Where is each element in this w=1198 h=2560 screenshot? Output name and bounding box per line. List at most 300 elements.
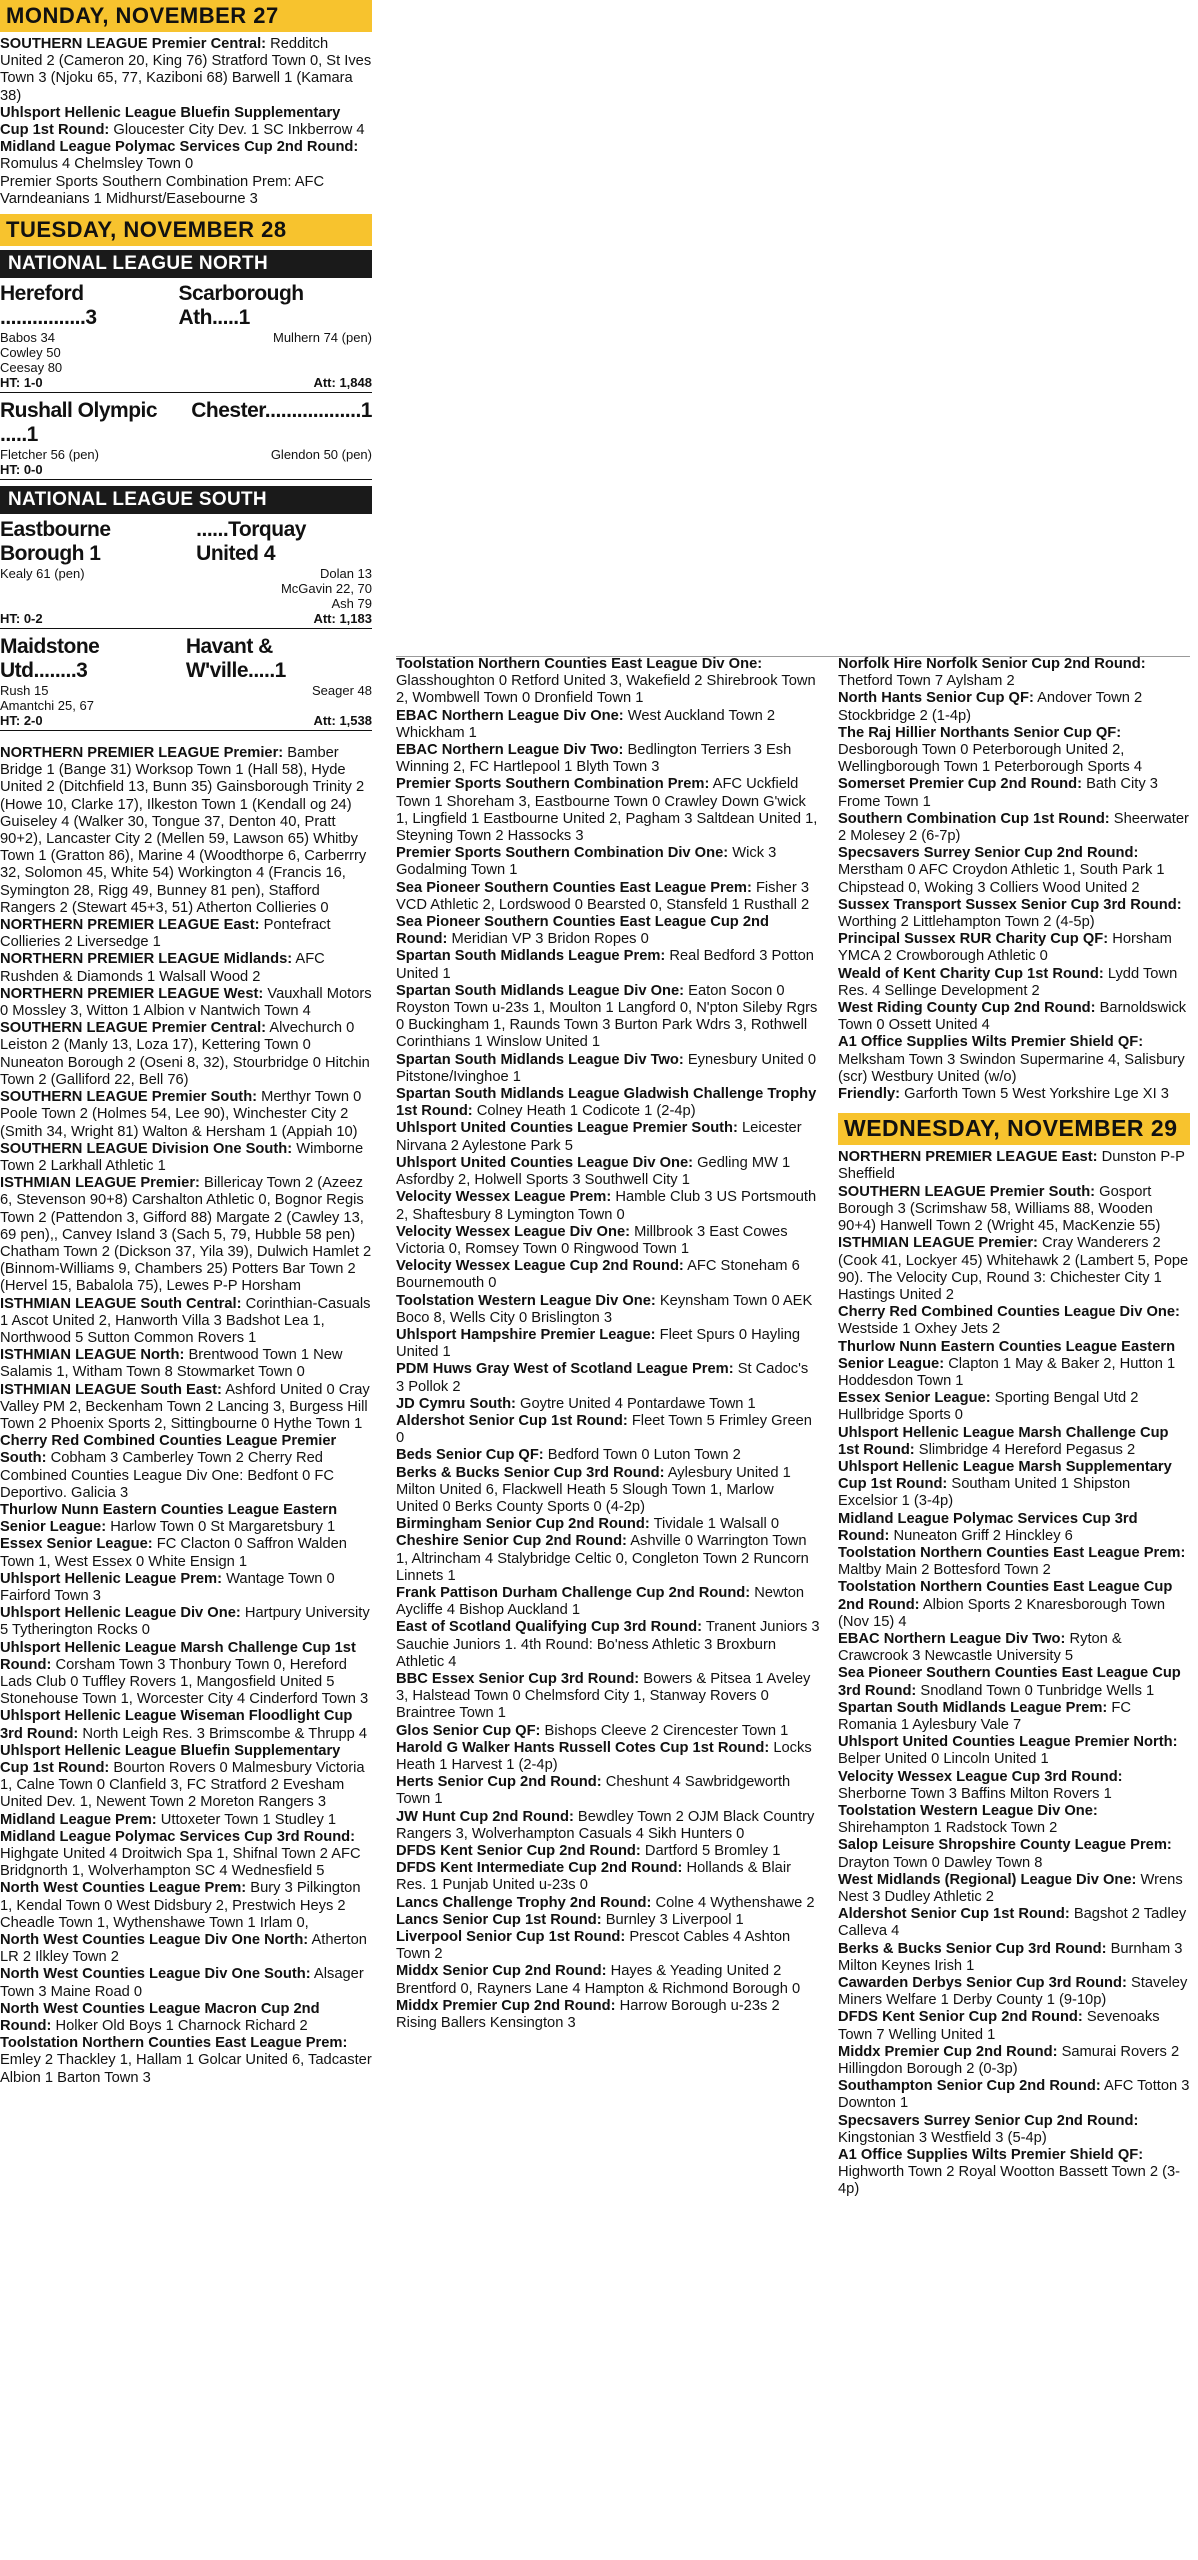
competition-name: Liverpool Senior Cup 1st Round: [396,1929,626,1946]
result-text: Harrow Borough u-23s 2 Rising Ballers Kensington 3 [396,1997,780,2032]
result-text: Shirehampton 1 Radstock Town 2 [838,1820,1058,1837]
competition-name: Thurlow Nunn Eastern Counties League Eastern Senior League: [838,1338,1176,1372]
result-entry [396,1413,820,1447]
competition-name: A1 Office Supplies Wilts Premier Shield QF: [838,1034,1144,1051]
result-entry [838,1837,1190,1871]
competition-name: Uhlsport Hellenic League Div One: [0,1605,241,1622]
result-text: Drayton Town 0 Dawley Town 8 [838,1854,1043,1871]
result-entry [396,1929,820,1963]
competition-name: North West Counties League Macron Cup 2nd Round: [0,2000,320,2035]
result-entry [396,1585,820,1619]
result-text: Belper United 0 Lincoln United 1 [838,1751,1049,1768]
result-entry [0,174,372,208]
result-entry [396,1723,820,1740]
result-text: Hamble Club 3 US Portsmouth 2, Shaftesbury 8 Lymington Town 0 [396,1189,817,1223]
competition-name: Uhlsport Hellenic League Bluefin Supplementary Cup 1st Round: [0,104,341,139]
result-text: Gedling MW 1 Asfordby 2, Holwell Sports 3 Southwell City 1 [396,1154,791,1189]
result-text: Bedlington Terriers 3 Esh Winning 2, FC Hartlepool 1 Blyth Town 3 [396,742,792,776]
competition-name: Specsavers Surrey Senior Cup 2nd Round: [838,845,1139,862]
result-entry [838,1184,1190,1236]
match-block [0,518,372,629]
result-text: Redditch United 2 (Cameron 20, King 76) Stratford Town 0, St Ives Town 3 (Njoku 65, 77, Kaziboni 68) Barwell 1 (Kamara 38) [0,36,372,104]
match-block [0,399,372,480]
result-text: Horsham YMCA 2 Crowborough Athletic 0 [838,931,1172,965]
competition-name: JW Hunt Cup 2nd Round: [396,1808,574,1825]
result-entry [0,105,372,139]
league-bar-national-north: NATIONAL LEAGUE NORTH [0,250,372,278]
competition-name: Cheshire Senior Cup 2nd Round: [396,1533,627,1550]
scorers-row [0,330,372,375]
competition-name: Lancs Senior Cup 1st Round: [396,1911,602,1928]
competition-name: SOUTHERN LEAGUE Premier Central: [0,1020,267,1037]
result-entry [396,845,820,879]
competition-name: NORTHERN PREMIER LEAGUE Midlands: [0,951,293,968]
result-text: FC Clacton 0 Saffron Walden Town 1, West Essex 0 White Ensign 1 [0,1536,347,1570]
competition-name: Toolstation Western League Div One: [396,1292,656,1309]
scorers-row [0,683,372,713]
result-text: AFC Uckfield Town 1 Shoreham 3, Eastbourne Town 0 Crawley Down G'wick 1, Lingfield 1 Eastbourne United 2, Pagham 3 Saltdean United 1, Steyning Town 2 Hassocks 3 [396,776,818,845]
competition-name: EBAC Northern League Div Two: [396,742,624,759]
competition-name: Velocity Wessex League Prem: [396,1189,612,1206]
result-text: Holker Old Boys 1 Charnock Richard 2 [51,2018,308,2035]
result-entry [838,1579,1190,1631]
result-entry [396,1843,820,1860]
result-entry [0,1433,372,1502]
result-text: West Auckland Town 2 Whickham 1 [396,707,775,741]
day-banner-wednesday: WEDNESDAY, NOVEMBER 29 [838,1113,1190,1145]
result-entry [396,1327,820,1361]
competition-name: ISTHMIAN LEAGUE North: [0,1347,185,1364]
result-text: FC Romania 1 Aylesbury Vale 7 [838,1699,1131,1733]
competition-name: Toolstation Northern Counties East League Prem: [0,2035,348,2052]
column-top-rule [396,656,1190,657]
competition-name: NORTHERN PREMIER LEAGUE East: [838,1149,1098,1166]
column-left [0,0,372,2087]
scorer: Babos 34 [0,330,55,346]
scorer: Glendon 50 (pen) [270,447,372,463]
scorers-row [0,447,372,462]
scorer: Mulhern 74 (pen) [273,330,372,346]
result-text: Andover Town 2 Stockbridge 2 (1-4p) [838,690,1143,724]
result-text: Tividale 1 Walsall 0 [649,1516,780,1533]
scorer: Dolan 13 [319,566,372,582]
result-entry [396,776,820,845]
result-entry [396,1052,820,1086]
match-footer [0,375,372,393]
result-entry [0,1536,372,1570]
result-entry [0,1296,372,1348]
result-text: Gloucester City Dev. 1 SC Inkberrow 4 [109,122,365,139]
result-entry [838,1872,1190,1906]
result-entry [396,983,820,1052]
scorer: Amantchi 25, 67 [0,698,94,714]
result-text: Uttoxeter Town 1 Studley 1 [156,1811,337,1828]
result-text: St Cadoc's 3 Pollok 2 [396,1361,809,1395]
result-text: Aylesbury United 1 Milton United 6, Flackwell Heath 5 Slough Town 1, Marlow United 0 Berks County Sports 0 (4-2p) [396,1464,791,1515]
result-entry [396,1619,820,1671]
result-entry [396,1998,820,2032]
result-text: Pontefract Collieries 2 Liversedge 1 [0,917,331,951]
result-entry [838,845,1190,897]
result-text: Worthing 2 Littlehampton Town 2 (4-5p) [838,914,1095,931]
result-entry [838,811,1190,845]
result-entry [0,1880,372,1932]
competition-name: Spartan South Midlands League Div Two: [396,1051,684,1068]
result-text: Premier Sports Southern Combination Prem: AFC Varndeanians 1 Midhurst/Easebourne 3 [0,173,325,207]
competition-name: Uhlsport Hellenic League Marsh Supplementary Cup 1st Round: [838,1458,1172,1493]
result-entry [396,1155,820,1189]
result-text: Ryton & Crawcrook 3 Newcastle University 5 [838,1630,1122,1665]
result-entry [396,1361,820,1395]
competition-name: Salop Leisure Shropshire County League Prem: [838,1837,1172,1854]
competition-name: Sea Pioneer Southern Counties East League Prem: [396,879,752,896]
result-entry [396,1189,820,1223]
competition-name: Uhlsport United Counties League Premier North: [838,1734,1178,1751]
result-entry [0,1605,372,1639]
monday-results [0,36,372,208]
result-entry [396,1465,820,1517]
result-text: Prescot Cables 4 Ashton Town 2 [396,1929,791,1963]
result-entry [0,1932,372,1966]
competition-name: Velocity Wessex League Cup 2nd Round: [396,1258,684,1275]
competition-name: Uhlsport Hellenic League Bluefin Supplementary Cup 1st Round: [0,1742,341,1777]
competition-name: Sea Pioneer Southern Counties East League Cup 3rd Round: [838,1665,1181,1699]
result-text: Sevenoaks Town 7 Welling United 1 [838,2009,1160,2043]
competition-name: NORTHERN PREMIER LEAGUE Premier: [0,745,284,762]
result-text: Highgate United 4 Droitwich Spa 1, Shifnal Town 2 AFC Bridgnorth 1, Wolverhampton SC 4 Wednesfield 5 [0,1846,361,1880]
result-entry [838,1803,1190,1837]
result-text: Millbrook 3 East Cowes Victoria 0, Romsey Town 0 Ringwood Town 1 [396,1223,788,1257]
result-text: Corsham Town 3 Thonbury Town 0, Hereford Lads Club 0 Tuffley Rovers 1, Mangosfield United 5 Stonehouse Town 1, Worcester City 4 Cinderford Town 3 [0,1656,369,1708]
result-text: Emley 2 Thackley 1, Hallam 1 Golcar United 6, Tadcaster Albion 1 Barton Town 3 [0,2052,372,2086]
result-entry [838,1339,1190,1391]
competition-name: SOUTHERN LEAGUE Premier South: [838,1183,1096,1200]
result-entry [0,1708,372,1742]
scorer: McGavin 22, 70 [280,581,372,597]
result-text: Dunston P-P Sheffield [838,1149,1185,1183]
competition-name: Toolstation Northern Counties East League Cup 2nd Round: [838,1579,1173,1613]
result-entry [0,1347,372,1381]
competition-name: Midland League Polymac Services Cup 3rd Round: [0,1828,356,1845]
scorers-row [0,566,372,611]
competition-name: Midland League Polymac Services Cup 3rd Round: [838,1510,1138,1544]
result-text: Staveley Miners Welfare 1 Derby County 1 (9-10p) [838,1975,1188,2009]
result-entry [396,880,820,914]
result-text: Alvechurch 0 Leiston 2 (Manly 13, Loza 17), Kettering Town 0 Nuneaton Borough 2 (Oseni 8, 32), Stourbridge 0 Hitchin Town 2 (Galliford 22, Bell 76) [0,1020,370,1088]
scorer: Ash 79 [331,596,372,612]
competition-name: North West Counties League Div One South: [0,1966,311,1983]
result-entry [838,1975,1190,2009]
competition-name: Friendly: [838,1086,901,1103]
match-score-line [0,518,372,566]
competition-name: DFDS Kent Intermediate Cup 2nd Round: [396,1860,683,1877]
result-text: Meridian VP 3 Bridon Ropes 0 [447,931,649,948]
away-team-score: Chester..................1 [191,399,372,423]
column-right [838,656,1190,2199]
competition-name: Uhlsport United Counties League Div One: [396,1154,694,1171]
home-team-score: Maidstone Utd........3 [0,635,100,683]
result-entry [838,1034,1190,1086]
result-entry [838,966,1190,1000]
result-entry [396,1516,820,1533]
result-entry [0,745,372,917]
competition-name: Middx Senior Cup 2nd Round: [396,1963,607,1980]
competition-name: Specsavers Surrey Senior Cup 2nd Round: [838,2112,1139,2129]
result-entry [0,1141,372,1175]
result-text: Ashford United 0 Cray Valley PM 2, Beckenham Town 2 Lancing 3, Burgess Hill Town 2 Phoenix Sports 2, Sittingbourne 0 Hythe Town 1 [0,1381,370,1432]
competition-name: Toolstation Northern Counties East League Div One: [396,656,763,672]
result-text: Harlow Town 0 St Margaretsbury 1 [106,1519,336,1536]
scorer: Fletcher 56 (pen) [0,447,99,463]
result-entry [0,917,372,951]
result-entry [838,1700,1190,1734]
result-text: Burnley 3 Liverpool 1 [601,1911,744,1928]
away-scorers [271,447,372,462]
competition-name: Birmingham Senior Cup 2nd Round: [396,1516,650,1533]
competition-name: Southern Combination Cup 1st Round: [838,810,1110,827]
result-text: Cheshunt 4 Sawbridgeworth Town 1 [396,1774,791,1808]
result-entry [396,1860,820,1894]
competition-name: DFDS Kent Senior Cup 2nd Round: [838,2009,1083,2026]
result-entry [838,656,1190,690]
result-entry [0,1175,372,1295]
competition-name: Uhlsport Hampshire Premier League: [396,1326,656,1343]
result-text: Sherborne Town 3 Baffins Milton Rovers 1 [838,1785,1112,1802]
result-entry [396,1224,820,1258]
result-text: Newton Aycliffe 4 Bishop Auckland 1 [396,1584,805,1619]
league-bar-national-south: NATIONAL LEAGUE SOUTH [0,486,372,514]
result-entry [396,914,820,948]
competition-name: SOUTHERN LEAGUE Premier Central: [0,36,267,52]
away-team-score: ......Torquay United 4 [196,518,306,566]
result-text: Billericay Town 2 (Azeez 6, Stevenson 90+8) Carshalton Athletic 0, Bognor Regis Town 2 (Pattendon 3, Gifford 88) Margate 2 (Cawley 13, 69 pen),, Canvey Island 3 (Sach 5, 79, Hubble 58 pen) Chatham Town 2 (Dickson 37, Yila 39), Dulwich Hamlet 2 (Binnom-Williams 9, Chambers 25) Potters Bar Town 2 (Hervel 15, Babalola 75), Lewes P-P Horsham [0,1175,372,1295]
competition-name: Spartan South Midlands League Gladwish Challenge Trophy 1st Round: [396,1086,817,1120]
competition-name: Berks & Bucks Senior Cup 3rd Round: [838,1940,1107,1957]
result-entry [0,1502,372,1536]
result-text: Bourton Rovers 0 Malmesbury Victoria 1, Calne Town 0 Clanfield 3, FC Stratford 2 Evesham United Dev. 1, Newent Town 2 Moreton Rangers 3 [0,1760,365,1811]
result-text: Desborough Town 0 Peterborough United 2, Wellingborough Town 1 Peterborough Sports 4 [838,742,1143,776]
day-banner-tuesday: TUESDAY, NOVEMBER 28 [0,214,372,246]
match-block [0,282,372,393]
column-middle [396,656,820,2032]
competition-name: Essex Senior League: [838,1390,991,1407]
result-text: Merthyr Town 0 Poole Town 2 (Holmes 54, Lee 90), Winchester City 2 (Smith 34, Wright 81) Walton & Hersham 1 (Appiah 10) [0,1089,362,1140]
result-entry [838,1304,1190,1338]
competition-name: The Raj Hillier Northants Senior Cup QF: [838,724,1122,741]
competition-name: SOUTHERN LEAGUE Premier South: [0,1089,258,1106]
match-footer [0,713,372,731]
match-score-line [0,399,372,447]
result-text: Wick 3 Godalming Town 1 [396,845,777,879]
result-entry [838,1665,1190,1699]
competition-name: JD Cymru South: [396,1395,516,1412]
competition-name: Premier Sports Southern Combination Prem: [396,776,710,793]
competition-name: Velocity Wessex League Cup 3rd Round: [838,1768,1123,1785]
result-text: Colne 4 Wythenshawe 2 [651,1894,815,1911]
result-entry [0,1382,372,1434]
result-entry [396,1895,820,1912]
result-entry [838,2009,1190,2043]
competition-name: Middx Premier Cup 2nd Round: [838,2043,1058,2060]
result-text: Wimborne Town 2 Larkhall Athletic 1 [0,1140,364,1174]
competition-name: Somerset Premier Cup 2nd Round: [838,776,1083,793]
competition-name: Toolstation Western League Div One: [838,1803,1098,1819]
result-text: Ashville 0 Warrington Town 1, Altrincham 4 Stalybridge Celtic 0, Congleton Town 2 Runcorn Linnets 1 [396,1533,809,1584]
result-entry [0,36,372,105]
result-entry [396,708,820,742]
result-text: Glasshoughton 0 Retford United 3, Wakefield 2 Shirebrook Town 2, Wombwell Town 0 Dronfield Town 1 [396,673,816,707]
competition-name: BBC Essex Senior Cup 3rd Round: [396,1670,640,1687]
wednesday-results [838,1149,1190,2198]
national-north-matches [0,282,372,480]
away-team-score: Havant & W'ville.....1 [185,635,286,683]
competition-name: East of Scotland Qualifying Cup 3rd Round: [396,1619,702,1636]
competition-name: Berks & Bucks Senior Cup 3rd Round: [396,1464,665,1481]
national-south-matches [0,518,372,731]
competition-name: Sussex Transport Sussex Senior Cup 3rd Round: [838,896,1182,913]
half-time: HT: 0-0 [0,462,43,478]
match-block [0,635,372,731]
scorer: Seager 48 [312,683,372,699]
result-entry [0,1089,372,1141]
result-text: Garforth Town 5 West Yorkshire Lge XI 3 [900,1086,1169,1103]
result-text: Clapton 1 May & Baker 2, Hutton 1 Hoddesdon Town 1 [838,1355,1176,1389]
competition-name: West Midlands (Regional) League Div One: [838,1871,1137,1888]
result-text: Snodland Town 0 Tunbridge Wells 1 [916,1682,1155,1699]
competition-name: Uhlsport Hellenic League Marsh Challenge Cup 1st Round: [838,1424,1169,1458]
result-entry [396,1396,820,1413]
competition-name: Norfolk Hire Norfolk Senior Cup 2nd Round: [838,656,1146,672]
result-entry [0,2035,372,2087]
result-entry [396,1293,820,1327]
result-entry [396,1809,820,1843]
result-entry [396,1740,820,1774]
result-text: Nuneaton Griff 2 Hinckley 6 [889,1527,1073,1544]
result-entry [396,948,820,982]
result-text: AFC Stoneham 6 Bournemouth 0 [396,1258,800,1292]
result-entry [396,742,820,776]
competition-name: NORTHERN PREMIER LEAGUE West: [0,985,264,1002]
result-text: Hayes & Yeading United 2 Brentford 0, Rayners Lane 4 Hampton & Richmond Borough 0 [396,1963,801,1997]
competition-name: North West Counties League Div One North: [0,1932,309,1949]
result-text: Vauxhall Motors 0 Mossley 3, Witton 1 Albion v Nantwich Town 4 [0,985,372,1020]
result-entry [838,1941,1190,1975]
competition-name: Cherry Red Combined Counties League Premier South: [0,1433,337,1467]
competition-name: Midland League Polymac Services Cup 2nd Round: [0,139,359,156]
tuesday-results-col3 [838,656,1190,1103]
result-text: Dartford 5 Bromley 1 [640,1843,781,1860]
away-scorers [281,566,372,611]
competition-name: Midland League Prem: [0,1811,157,1828]
result-entry [0,1020,372,1089]
result-text: Melksham Town 3 Swindon Supermarine 4, Salisbury (scr) Westbury United (w/o) [838,1051,1185,1085]
result-text: AFC Rushden & Diamonds 1 Walsall Wood 2 [0,951,325,985]
competition-name: PDM Huws Gray West of Scotland League Prem: [396,1361,734,1378]
result-text: Hollands & Blair Res. 1 Punjab United u-23s 0 [396,1860,791,1894]
away-scorers [312,683,372,713]
result-entry [838,1545,1190,1579]
home-scorers [0,566,85,611]
result-entry [838,897,1190,931]
result-entry [838,725,1190,777]
result-text: Colney Heath 1 Codicote 1 (2-4p) [472,1103,696,1120]
result-text: Thetford Town 7 Aylsham 2 [838,673,1015,690]
result-text: Real Bedford 3 Potton United 1 [396,948,814,982]
competition-name: Principal Sussex RUR Charity Cup QF: [838,931,1109,948]
result-text: North Leigh Res. 3 Brimscombe & Thrupp 4 [78,1725,368,1742]
result-text: AFC Totton 3 Downton 1 [838,2078,1190,2112]
half-time: HT: 1-0 [0,375,43,391]
attendance: Att: 1,183 [313,611,372,627]
competition-name: Toolstation Northern Counties East League Prem: [838,1544,1186,1561]
scorer: Rush 15 [0,683,49,699]
result-entry [838,1425,1190,1459]
result-entry [396,1086,820,1120]
result-text: Goytre United 4 Pontardawe Town 1 [515,1395,756,1412]
competition-name: Herts Senior Cup 2nd Round: [396,1774,602,1791]
result-text: Alsager Town 3 Maine Road 0 [0,1966,364,2000]
competition-name: DFDS Kent Senior Cup 2nd Round: [396,1843,641,1860]
result-text: Kingstonian 3 Westfield 3 (5-4p) [838,2129,1047,2146]
result-entry [838,1459,1190,1511]
result-entry [838,1511,1190,1545]
result-text: Sheerwater 2 Molesey 2 (6-7p) [838,810,1189,845]
competition-name: SOUTHERN LEAGUE Division One South: [0,1140,293,1157]
competition-name: Uhlsport Hellenic League Wiseman Floodlight Cup 3rd Round: [0,1708,353,1742]
result-text: Fleet Town 5 Frimley Green 0 [396,1412,812,1447]
result-entry [0,139,372,173]
home-team-score: Rushall Olympic .....1 [0,399,158,447]
half-time: HT: 2-0 [0,713,43,729]
result-text: Leicester Nirvana 2 Aylestone Park 5 [396,1120,802,1154]
competition-name: North Hants Senior Cup QF: [838,690,1034,707]
competition-name: Velocity Wessex League Div One: [396,1223,631,1240]
match-footer [0,611,372,629]
competition-name: Sea Pioneer Southern Counties East League Cup 2nd Round: [396,914,769,948]
competition-name: West Riding County Cup 2nd Round: [838,1000,1096,1017]
result-entry [838,1390,1190,1424]
result-text: Bowers & Pitsea 1 Aveley 3, Halstead Town 0 Chelmsford City 1, Stanway Rovers 0 Braintree Town 1 [396,1670,811,1722]
result-text: Cobham 3 Camberley Town 2 Cherry Red Combined Counties League Div One: Bedfont 0 FC Deportivo. Galicia 3 [0,1450,334,1501]
competition-name: Weald of Kent Charity Cup 1st Round: [838,965,1104,982]
result-text: Corinthian-Casuals 1 Ascot United 2, Hanworth Villa 3 Badshot Lea 1, Northwood 5 Sutton Common Rovers 1 [0,1295,371,1346]
result-entry [0,1743,372,1812]
result-text: Bagshot 2 Tadley Calleva 4 [838,1906,1187,1940]
day-banner-monday: MONDAY, NOVEMBER 27 [0,0,372,32]
result-text: Bedford Town 0 Luton Town 2 [543,1447,741,1464]
competition-name: Spartan South Midlands League Div One: [396,982,685,999]
result-entry [396,1447,820,1464]
result-text: Keynsham Town 0 AEK Boco 8, Wells City 0 Brislington 3 [396,1292,813,1326]
result-text: Bury 3 Pilkington 1, Kendal Town 0 West Didsbury 2, Prestwich Heys 2 Cheadle Town 1, Wythenshawe Town 1 Irlam 0, [0,1880,361,1931]
competition-name: Essex Senior League: [0,1536,153,1553]
competition-name: Uhlsport Hellenic League Prem: [0,1570,222,1587]
result-text: Gosport Borough 3 (Scrimshaw 58, Williams 88, Wooden 90+4) Hanwell Town 2 (Wright 45, MacKenzie 55) [838,1183,1161,1235]
competition-name: Aldershot Senior Cup 1st Round: [396,1412,628,1429]
result-text: Westside 1 Oxhey Jets 2 [838,1321,1001,1338]
competition-name: ISTHMIAN LEAGUE South East: [0,1381,222,1398]
match-score-line [0,282,372,330]
scorer: Ceesay 80 [0,360,63,376]
competition-name: Uhlsport United Counties League Premier South: [396,1120,738,1137]
result-text: Wantage Town 0 Fairford Town 3 [0,1570,335,1604]
result-text: Maltby Main 2 Bottesford Town 2 [838,1562,1051,1579]
result-text: Albion Sports 2 Knaresborough Town (Nov 15) 4 [838,1596,1166,1630]
result-entry [396,1774,820,1808]
half-time: HT: 0-2 [0,611,43,627]
competition-name: NORTHERN PREMIER LEAGUE East: [0,917,260,934]
result-text: Bewdley Town 2 OJM Black Country Rangers 3, Wolverhampton Casuals 4 Sikh Hunters 0 [396,1808,815,1842]
